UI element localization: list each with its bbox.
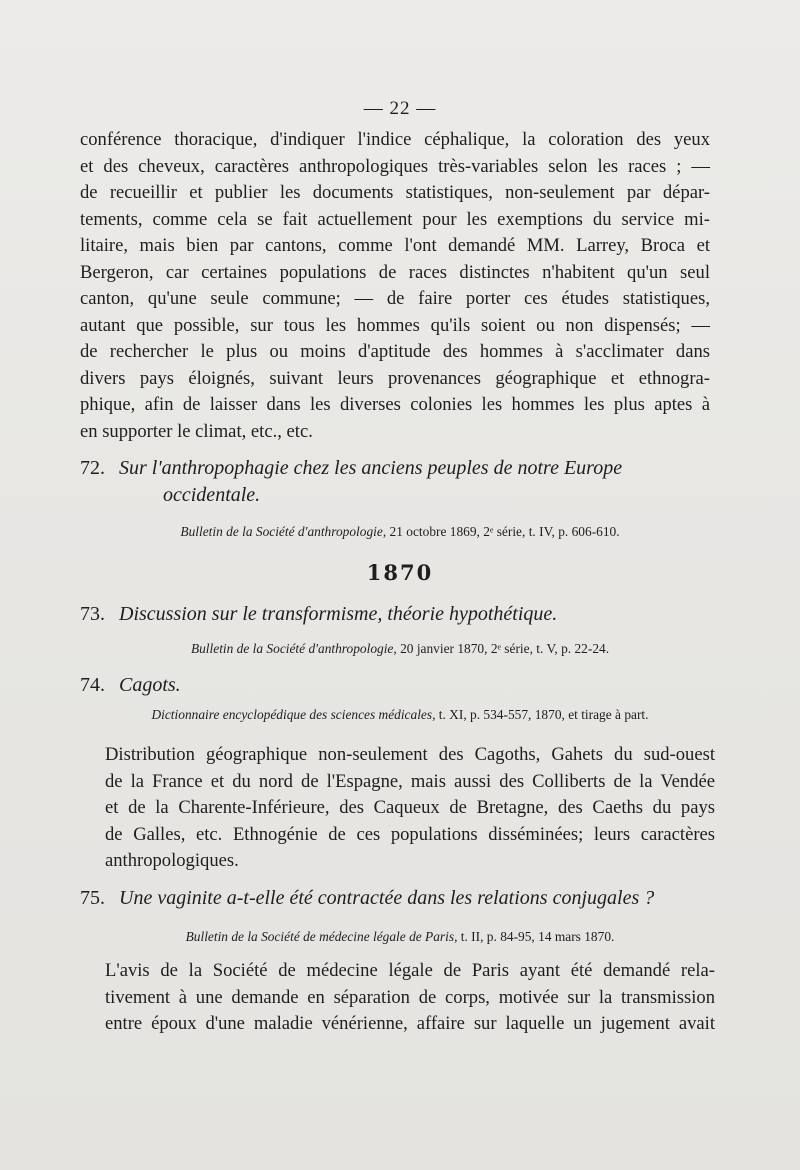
reference-source: Dictionnaire encyclopédique des sciences médicales,: [151, 707, 436, 722]
entry-74: [80, 672, 720, 699]
reference-details: 20 janvier 1870, 2ᵉ série, t. V, p. 22-24.: [396, 641, 610, 656]
entry-75-reference: [80, 928, 720, 946]
entry-title: Une vaginite a-t-elle été contractée dans les relations conjugales ?: [119, 887, 655, 909]
text-line: Bergeron, car certaines populations de races distinctes n'habitent qu'un seul: [80, 261, 710, 283]
text-line: canton, qu'une seule commune; — de faire porter ces études statistiques,: [80, 288, 710, 309]
text-line: et des cheveux, caractères anthropologiques très-variables selon les races ; —: [80, 155, 710, 177]
entry-title-continuation: occidentale.: [163, 484, 261, 506]
entry-heading: [80, 601, 720, 628]
entry-72: [80, 455, 720, 509]
entry-number: 72.: [80, 457, 105, 479]
text-line: phique, afin de laisser dans les diverses colonies les hommes les plus aptes à: [80, 394, 710, 415]
text-line: de la France et du nord de l'Espagne, mais aussi des Colliberts de la Vendée: [105, 770, 715, 792]
entry-73-reference: [80, 640, 720, 658]
year-heading: 1870: [366, 560, 434, 585]
reference-source: Bulletin de la Société d'anthropologie,: [190, 641, 397, 656]
entry-heading: [80, 885, 720, 912]
entry-number: 73.: [80, 603, 105, 625]
entry-number: 75.: [80, 887, 105, 909]
text-line: Distribution géographique non-seulement des Cagoths, Gahets du sud-ouest: [105, 744, 715, 765]
text-line: L'avis de la Société de médecine légale de Paris ayant été demandé rela-: [105, 960, 715, 981]
text-line: divers pays éloignés, suivant leurs provenances géographique et ethnogra-: [80, 367, 710, 389]
entry-title: Sur l'anthropophagie chez les anciens peuples de notre Europe: [119, 457, 623, 479]
entry-74-reference: [80, 706, 720, 724]
entry-title: Discussion sur le transformisme, théorie hypothétique.: [119, 603, 558, 625]
entry-heading: [80, 455, 720, 482]
intro-paragraph: [80, 127, 710, 445]
entry-number: 74.: [80, 674, 105, 696]
entry-74-paragraph: [105, 742, 715, 875]
reference-details: t. II, p. 84-95, 14 mars 1870.: [457, 929, 615, 944]
text-line: tivement à une demande en séparation de corps, motivée sur la transmission: [105, 986, 715, 1008]
entry-75-paragraph: [105, 958, 715, 1038]
text-line: anthropologiques.: [105, 850, 239, 871]
text-line: et de la Charente-Inférieure, des Caqueux de Bretagne, des Caeths du pays: [105, 797, 715, 818]
text-line: de rechercher le plus ou moins d'aptitude des hommes à s'acclimater dans: [80, 341, 710, 362]
text-line: litaire, mais bien par cantons, comme l'ont demandé MM. Larrey, Broca et: [80, 235, 710, 256]
reference-source: Bulletin de la Société de médecine légale de Paris,: [185, 929, 458, 944]
entry-title: Cagots.: [119, 674, 181, 696]
text-line: autant que possible, sur tous les hommes qu'ils soient ou non dispensés; —: [80, 314, 710, 336]
page-number: — 22 —: [363, 98, 437, 119]
reference-source: Bulletin de la Société d'anthropologie,: [180, 524, 387, 539]
reference-details: t. XI, p. 534-557, 1870, et tirage à part.: [435, 707, 649, 722]
text-line: tements, comme cela se fait actuellement pour les exemptions du service mi-: [80, 208, 710, 230]
entry-72-reference: [80, 523, 720, 541]
entry-75: [80, 885, 720, 912]
text-line: conférence thoracique, d'indiquer l'indice céphalique, la coloration des yeux: [80, 129, 710, 150]
text-line: de recueillir et publier les documents statistiques, non-seulement par dépar-: [80, 182, 710, 203]
entry-73: [80, 601, 720, 628]
text-line: en supporter le climat, etc., etc.: [80, 420, 313, 442]
reference-details: 21 octobre 1869, 2ᵉ série, t. IV, p. 606-610.: [386, 524, 620, 539]
text-line: entre époux d'une maladie vénérienne, affaire sur laquelle un jugement avait: [105, 1013, 715, 1034]
entry-heading: [80, 672, 720, 699]
text-line: de Galles, etc. Ethnogénie de ces populations disséminées; leurs caractères: [105, 823, 715, 845]
